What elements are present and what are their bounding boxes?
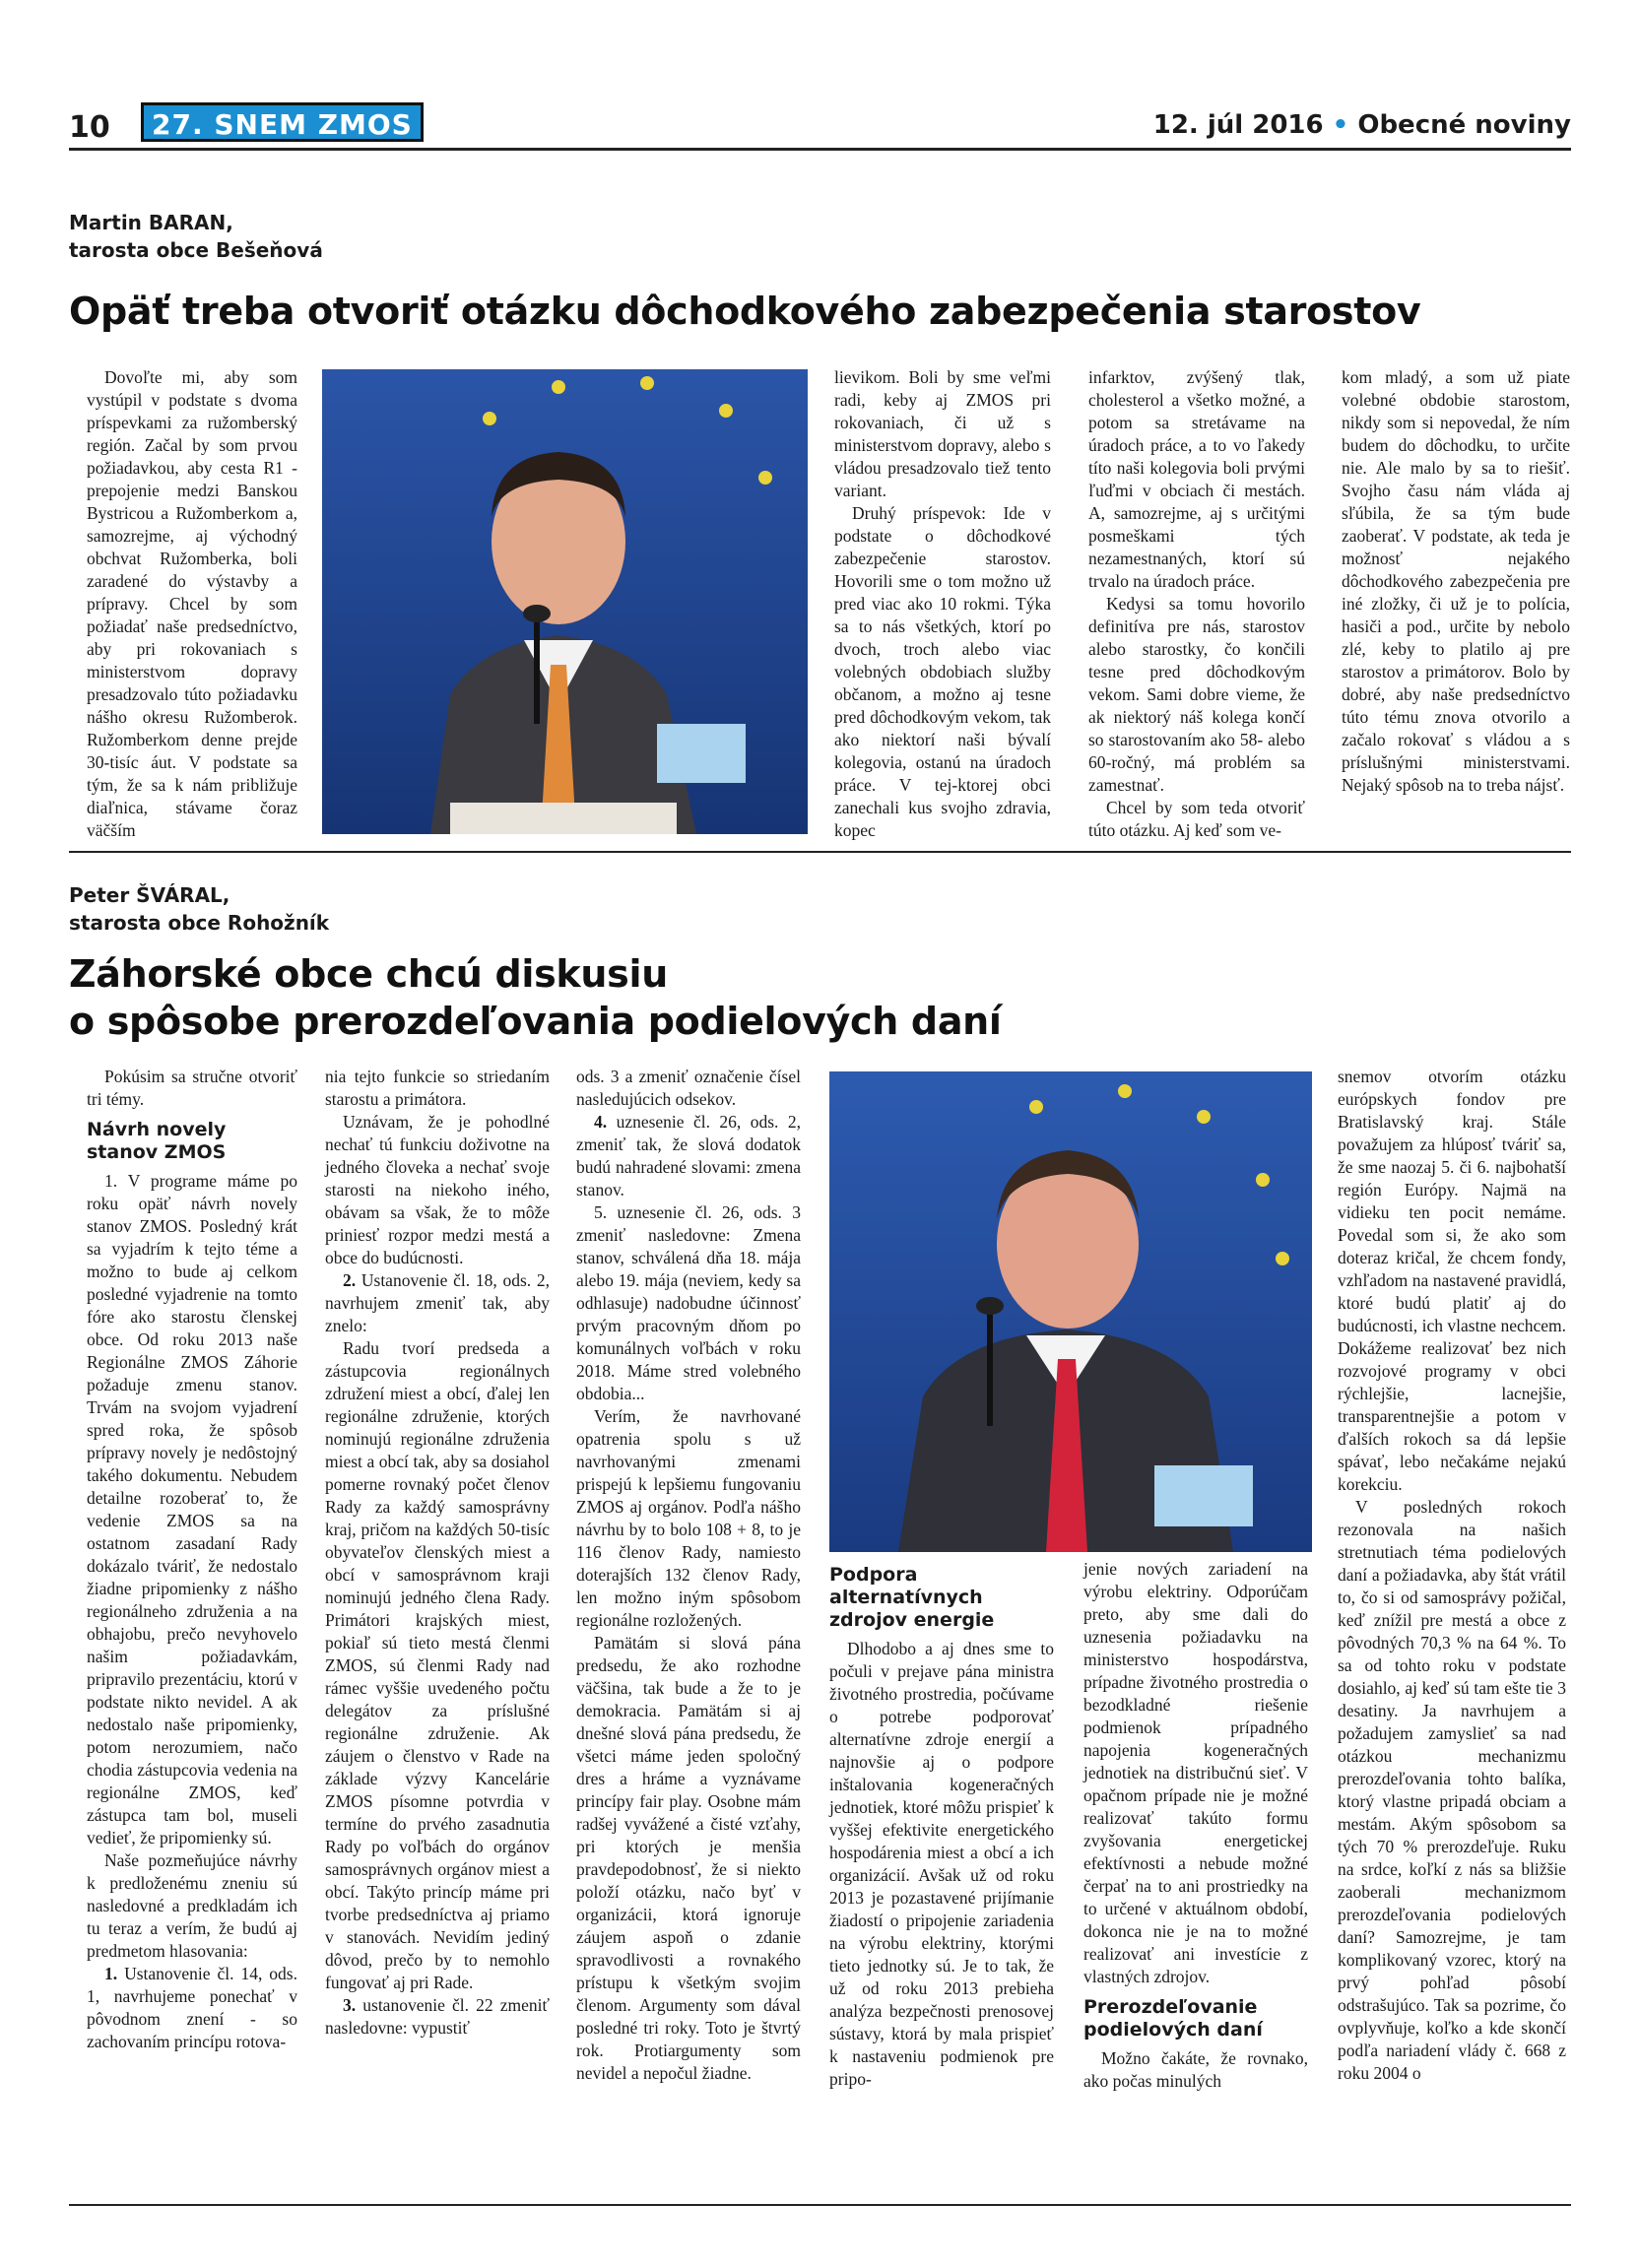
speaker-portrait	[322, 369, 808, 834]
paragraph: Pamätám si slová pána predsedu, že ako rozhodne väčšina, tak bude a že to je demokracia. Pamätám si aj dnešné slová pána predsedu, že všetci máme jeden spoločný dres a hráme a vyznávame princípy fair play. Osobne mám radšej vyvážené a čisté vzťahy, pri ktorých je menšia pravdepodobnosť, že si niekto položí otázku, načo byť v organizácii, ktorá ignoruje záujem aspoň o zdanie spravodlivosti a rovnakého prístupu k všetkým svojim členom. Argumenty som dával posledné tri roky. Toto je štvrtý rok. Protiargumenty som nevidel a nepočul žiadne.	[576, 1633, 801, 2083]
separator-dot: •	[1332, 110, 1349, 140]
item-number: 3.	[343, 1995, 357, 2015]
paragraph: 1. V programe máme po roku opäť návrh novely stanov ZMOS. Posledný krát sa vyjadrím k tejto téme a možno to bude aj celkom posledné vyjadrenie na tomto fóre ako starostu členskej obce. Od roku 2013 naše Regionálne ZMOS Záhorie požaduje zmenu stanov. Trvám na svojom vyjadrení spred roka, že spôsob prípravy novely je nedôstojný takého dokumentu. Nebudem detailne rozoberať to, že vedenie ZMOS sa na ostatnom zasadaní Rady dokázalo tváriť, že nedostalo žiadne pripomienky z nášho regionálneho združenia a na obhajobu, prečo nevyhovelo našim požiadavkám, pripravilo prezentáciu, ktorú v podstate nikto nevidel. A ak nedostalo naše pripomienky, potom nerozumiem, načo chodia zástupcovia vedenia na regionálne ZMOS, keď zástupca tam bol, museli vedieť, že pripomienky sú.	[87, 1171, 297, 1847]
article2-column-3	[576, 1066, 801, 2198]
section-label: 27. SNEM ZMOS	[141, 102, 424, 142]
item-number: 4.	[594, 1112, 608, 1132]
issue-date: 12. júl 2016	[1152, 110, 1324, 140]
article1-headline: Opäť treba otvoriť otázku dôchodkového zabezpečenia starostov	[69, 290, 1421, 333]
paragraph: Dovoľte mi, aby som vystúpil v podstate s dvoma príspevkami za ružomberský región. Začal by som prvou požiadavkou, aby cesta R1 - prepojenie medzi Banskou Bystricou a Ružomberkom a, samozrejme, aj východný obchvat Ružomberka, boli zaradené do výstavby a prípravy. Chcel by som požiadať naše predsedníctvo, aby pri rokovaniach s ministerstvom dopravy presadzovalo túto požiadavku nášho okresu Ružomberok. Ružomberkom denne prejde 30-tisíc áut. V podstate sa tým, že sa k nám približuje diaľnica, stávame čoraz väčším	[87, 367, 297, 840]
article2-headline	[69, 950, 1002, 1045]
item-text: Ustanovenie čl. 14, ods. 1, navrhujeme ponechať v pôvodnom znení - so zachovaním princípu rotova-	[87, 1964, 297, 2051]
paragraph: Druhý príspevok: Ide v podstate o dôchodkové zabezpečenie starostov. Hovorili sme o tom možno už pred viac ako 10 rokmi. Týka sa to nás všetkých, ktorí po dvoch, troch alebo viac volebných obdobiach služby občanom, a možno aj tesne pred dôchodkovým vekom, tak ako niektorí naši bývalí kolegovia, ostanú na úradoch práce. V tej-ktorej obci zanechali kus svojho zdravia, kopec	[834, 503, 1051, 840]
article-divider	[69, 851, 1571, 853]
item-text: ustanovenie čl. 22 zmeniť nasledovne: vypustiť	[325, 1995, 550, 2038]
article1-column-4	[1342, 366, 1570, 829]
header-rule	[69, 148, 1571, 151]
article1-column-1	[87, 366, 297, 840]
subheading: Prerozdeľovanie podielových daní	[1083, 1996, 1263, 2041]
paragraph: 5. uznesenie čl. 26, ods. 3 zmeniť nasledovne: Zmena stanov, schválená dňa 18. mája alebo 19. mája (neviem, kedy sa odhlasuje) nadobudne účinnosť prvým pracovným dňom po komunálnych voľbách v roku 2018. Máme stred volebného obdobia...	[576, 1202, 801, 1403]
paragraph: snemov otvorím otázku európskych fondov pre Bratislavský kraj. Stále považujem za hlúposť tváriť sa, že sme naozaj 5. či 6. najbohatší región Európy. Najmä na vidieku ten pocit nemáme. Povedal som si, že ako som doteraz kričal, že chcem fondy, vzhľadom na nastavené pravidlá, ktoré budú platiť aj do budúcnosti, ich vlastne nechcem. Dokážeme realizovať bez nich rozvojové programy v obci rýchlejšie, lacnejšie, transparentnejšie a potom v ďalších rokoch sa dá lepšie spávať, lebo nečakáme nejakú korekciu.	[1338, 1067, 1566, 1494]
item-number: 2.	[343, 1270, 357, 1290]
author-name: Peter ŠVÁRAL,	[69, 883, 230, 907]
paragraph: nia tejto funkcie so striedaním starostu a primátora.	[325, 1067, 550, 1109]
article2-author	[69, 881, 329, 937]
paragraph: kom mladý, a som už piate volebné obdobie starostom, nikdy som si nepovedal, že ním budem do dôchodku, to určite nie. Ale malo by sa to riešiť. Svojho času nám vláda aj sľúbila, že sa tým bude zaoberať. V podstate, ak teda je možnosť nejakého dôchodkového zabezpečenia pre iné zložky, či už je to polícia, hasiči a pod., určite by nebolo zlé, keby to platilo aj pre starostov a primátorov. Bolo by dobré, aby naše predsedníctvo túto tému znova otvorilo a začalo rokovať s vládou a s príslušnými ministerstvami. Nejaký spôsob na to treba nájsť.	[1342, 367, 1570, 795]
article1-column-2	[834, 366, 1051, 840]
publication-info	[1153, 110, 1571, 140]
paragraph: Pokúsim sa stručne otvoriť tri témy.	[87, 1067, 297, 1109]
paragraph: jenie nových zariadení na výrobu elektriny. Odporúčam preto, aby sme dali do uznesenia požiadavku na ministerstvo hospodárstva, prípadne životného prostredia o bezodkladné riešenie podmienok prípadného napojenia kogeneračných jednotiek na distribučnú sieť. V opačnom prípade nie je možné realizovať takúto formu zvyšovania energetickej efektívnosti a nebude možné čerpať na to ani prostriedky na to určené v aktuálnom období, dokonca nie je na to možné realizovať ani investície z vlastných zdrojov.	[1083, 1559, 1308, 1986]
item-number: 1.	[104, 1964, 118, 1983]
author-name: Martin BARAN,	[69, 211, 233, 234]
headline-line-2: o spôsobe prerozdeľovania podielových daní	[69, 1000, 1002, 1043]
paragraph: Uznávam, že je pohodlné nechať tú funkciu doživotne na jedného človeka a nechať svoje starosti na niekoho iného, obávam sa však, že to môže priniesť rozpor medzi mestá a obce do budúcnosti.	[325, 1112, 550, 1267]
article2-column-4	[829, 1556, 1054, 2196]
article2-column-5	[1083, 1558, 1308, 2198]
paragraph: Verím, že navrhované opatrenia spolu s už navrhovanými zmenami prispejú k lepšiemu fungovaniu ZMOS aj orgánov. Podľa nášho návrhu by to bolo 108 + 8, to je 116 členov Rady, namiesto doterajších 132 členov Rady, len možno iným spôsobom regionálne rozložených.	[576, 1406, 801, 1630]
article1-column-3	[1088, 366, 1305, 840]
speaker-portrait	[829, 1071, 1312, 1552]
item-text: Ustanovenie čl. 18, ods. 2, navrhujem zmeniť tak, aby znelo:	[325, 1270, 550, 1335]
publication-name: Obecné noviny	[1357, 110, 1571, 140]
paragraph: Naše pozmeňujúce návrhy k predloženému zneniu sú nasledovné a predkladám ich tu teraz a verím, že budú aj predmetom hlasovania:	[87, 1850, 297, 1961]
paragraph: Dlhodobo a aj dnes sme to počuli v prejave pána ministra životného prostredia, počúvame o potrebe podporovať alternatívne zdroje energií a najnovšie aj o podpore inštalovania kogeneračných jednotiek, ktoré môžu prispieť k vyššej efektivite energetického hospodárenia miest a obcí a ich organizácií. Avšak už od roku 2013 je pozastavené prijímanie žiadostí o pripojenie zariadenia na výrobu elektriny, ktorými tieto jednotky sú. Je to tak, že už od roku 2013 prebieha analýza bezpečnosti prenosovej sústavy, ktorá by mala prispieť k nastaveniu podmienok pre pripo-	[829, 1639, 1054, 2089]
article2-photo	[829, 1071, 1312, 1552]
paragraph	[87, 1963, 297, 2053]
subheading: Podpora alternatívnych zdrojov energie	[829, 1564, 995, 1631]
page-number: 10	[69, 110, 110, 145]
article1-photo	[322, 369, 808, 834]
paragraph: V posledných rokoch rezonovala na našich stretnutiach téma podielových daní a požiadavka, aby štát vrátil to, čo si od samosprávy požičal, keď znížil pre mestá a obce z pôvodných 70,3 % na 64 %. To sa od tohto roku v podstate dosiahlo, aj keď sú tam ešte tie 3 desatiny. Ja navrhujem a požadujem zamyslieť sa nad otázkou mechanizmu prerozdeľovania tohto balíka, ktorý vlastne pripadá obciam a mestám. Akým spôsobom sa tých 70 % prerozdeľuje. Ruku na srdce, koľkí z nás sa bližšie zaoberali mechanizmom prerozdeľovania podielových daní? Samozrejme, je tam komplikovaný vzorec, ktorý na prvý pohľad pôsobí odstrašujúco. Tak sa pozrime, čo ovplyvňuje, koľko a kde skončí podľa nariadení vlády č. 668 z roku 2004 o	[1338, 1497, 1566, 2083]
paragraph: Radu tvorí predseda a zástupcovia regionálnych združení miest a obcí, ďalej len regionálne združenie, ktorých nominujú regionálne združenia miest a obcí tak, aby sa dosiahol pomerne rovnaký počet členov Rady za každý samosprávny kraj, pričom na každých 50-tisíc obyvateľov členských miest a obcí v samosprávnom kraji nominujú jedného člena Rady. Primátori krajských miest, pokiaľ sú tieto mestá členmi ZMOS, sú členmi Rady nad rámec vyššie uvedeného počtu delegátov za príslušné regionálne združenie. Ak záujem o členstvo v Rade na základe výzvy Kancelárie ZMOS písomne potvrdia v termíne do prvého zasadnutia Rady po voľbách do orgánov samosprávnych orgánov miest a obcí. Takýto princíp máme pri tvorbe predsedníctva aj priamo v stanovách. Nevidím jediný dôvod, prečo by to nemohlo fungovať aj pri Rade.	[325, 1338, 550, 1992]
paragraph	[576, 1111, 801, 1201]
headline-line-1: Záhorské obce chcú diskusiu	[69, 952, 668, 996]
subheading: Návrh novely stanov ZMOS	[87, 1119, 227, 1163]
paragraph	[325, 1269, 550, 1337]
paragraph: ods. 3 a zmeniť označenie čísel nasledujúcich odsekov.	[576, 1067, 801, 1109]
article2-column-1	[87, 1066, 297, 2198]
item-text: uznesenie čl. 26, ods. 2, zmeniť tak, že slová dodatok budú nahradené slovami: zmena stanov.	[576, 1112, 801, 1199]
author-role: starosta obce Rohožník	[69, 911, 330, 935]
article2-column-2	[325, 1066, 550, 2198]
paragraph: Možno čakáte, že rovnako, ako počas minulých	[1083, 2048, 1308, 2091]
bottom-rule	[69, 2204, 1571, 2206]
article1-author	[69, 209, 323, 264]
paragraph: lievikom. Boli by sme veľmi radi, keby aj ZMOS pri rokovaniach, či už s ministerstvom dopravy, alebo s vládou presadzovalo tiež tento variant.	[834, 367, 1051, 500]
paragraph: infarktov, zvýšený tlak, cholesterol a všetko možné, a potom sa stretávame na úradoch práce, a to vo ľakedy títo naši kolegovia boli prvými ľuďmi v obciach či mestách. A, samozrejme, aj s určitými posmeškami tých nezamestnaných, ktorí sú trvalo na úradoch práce.	[1088, 367, 1305, 591]
paragraph: Chcel by som teda otvoriť túto otázku. Aj keď som ve-	[1088, 798, 1305, 840]
author-role: tarosta obce Bešeňová	[69, 238, 323, 262]
article2-column-6	[1338, 1066, 1566, 2198]
paragraph: Kedysi sa tomu hovorilo definitíva pre nás, starostov alebo starostky, čo končili tesne pred dôchodkovým vekom. Sami dobre vieme, že ak niektorý náš kolega končí so starostovaním ako 58- alebo 60-ročný, má problém sa zamestnať.	[1088, 594, 1305, 795]
paragraph	[325, 1994, 550, 2040]
